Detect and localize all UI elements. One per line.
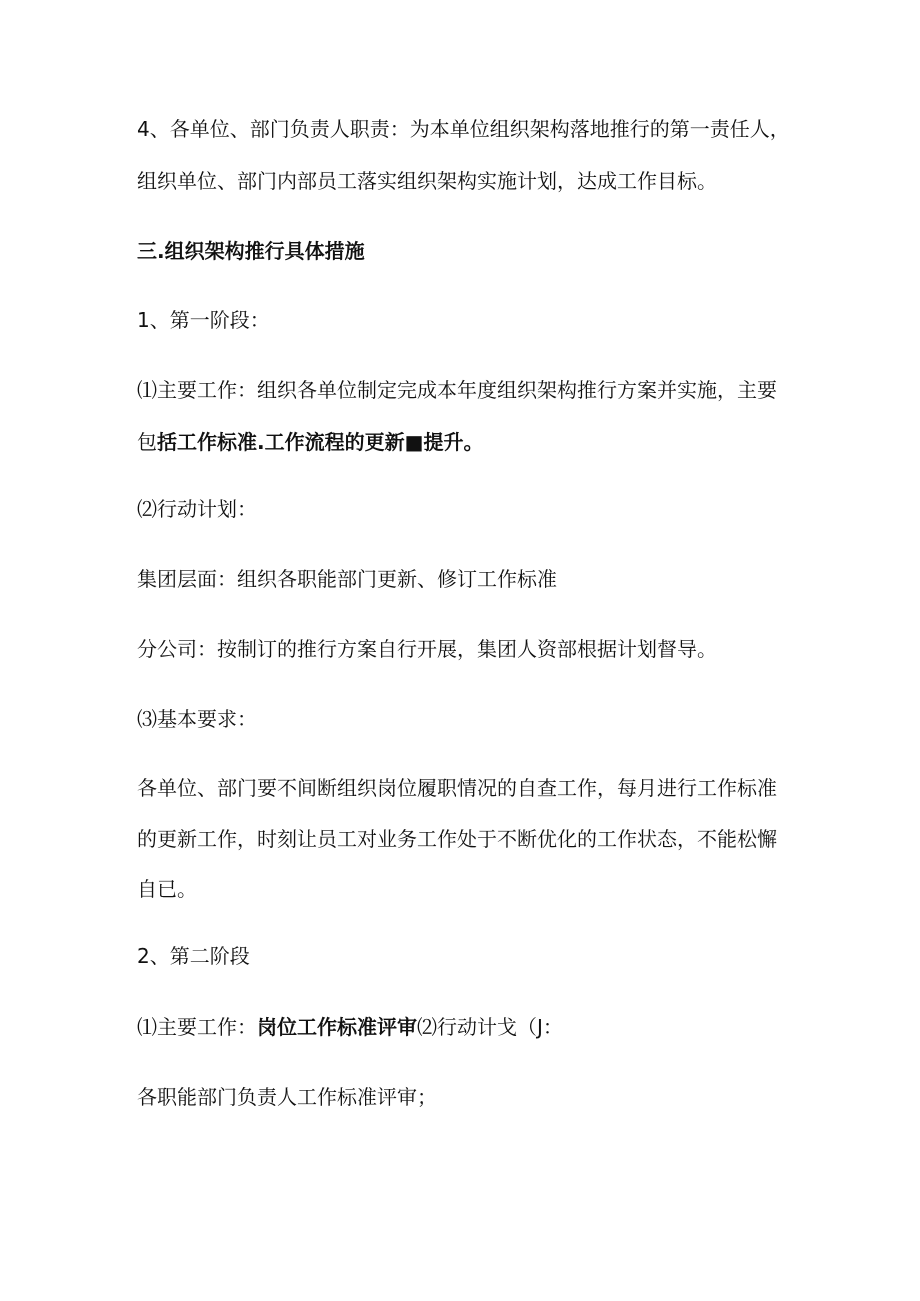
stage1-basic-req-heading: ⑶基本要求： bbox=[137, 707, 257, 731]
item4-line1: 4、各单位、部门负责人职责：为本单位组织架构落地推行的第一责任人， bbox=[137, 117, 790, 141]
item4-line2: 组织单位、部门内部员工落实组织架构实施计划，达成工作目标。 bbox=[137, 169, 717, 193]
section3-heading: 三.组织架构推行具体措施 bbox=[137, 239, 365, 263]
stage1-basic-req-line2: 的更新工作，时刻让员工对业务工作处于不断优化的工作状态，不能松懈 bbox=[137, 827, 777, 851]
stage2-review-line: 各职能部门负责人工作标准评审； bbox=[137, 1085, 437, 1109]
stage2-main-work bbox=[137, 1012, 563, 1042]
stage1-branch: 分公司：按制订的推行方案自行开展，集团人资部根据计划督导。 bbox=[137, 637, 717, 661]
stage1-main-work-line2-normal: 包 bbox=[137, 430, 157, 454]
stage2-heading: 2、第二阶段 bbox=[137, 944, 250, 968]
stage1-heading: 1、第一阶段： bbox=[137, 308, 270, 332]
stage1-group-level: 集团层面：组织各职能部门更新、修订工作标准 bbox=[137, 567, 557, 591]
stage1-main-work-line2-bold: 括工作标准.工作流程的更新■提升。 bbox=[157, 430, 484, 454]
stage2-main-work-suffix: ⑵行动计戈（J： bbox=[417, 1015, 563, 1039]
stage1-basic-req-line3: 自已。 bbox=[137, 877, 197, 901]
stage1-main-work-line1: ⑴主要工作：组织各单位制定完成本年度组织架构推行方案并实施，主要 bbox=[137, 378, 777, 402]
stage2-main-work-prefix: ⑴主要工作： bbox=[137, 1015, 257, 1039]
stage1-main-work-line2 bbox=[137, 427, 484, 457]
stage1-action-plan-heading: ⑵行动计划： bbox=[137, 497, 257, 521]
stage2-main-work-bold: 岗位工作标准评审 bbox=[257, 1015, 417, 1039]
stage1-basic-req-line1: 各单位、部门要不间断组织岗位履职情况的自查工作，每月进行工作标准 bbox=[137, 776, 777, 800]
